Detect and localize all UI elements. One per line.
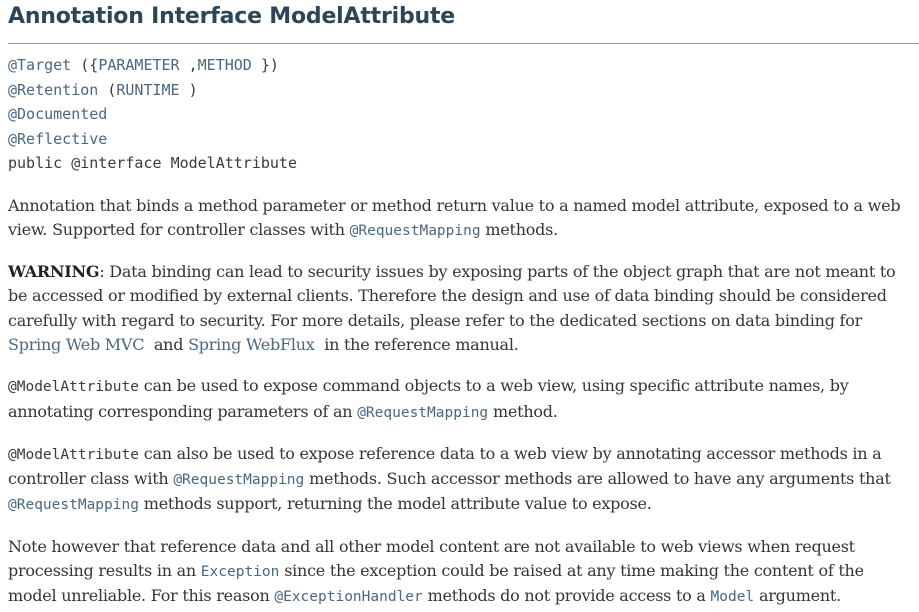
p5-text-b: since the exception could be raised at any time making the content of the model unreliable. For this reason	[8, 561, 864, 606]
declaration-modifiers: public @interface	[8, 154, 171, 172]
target-args-close: })	[251, 56, 279, 74]
p3-text-b: method.	[488, 401, 558, 421]
p1-text-a: Annotation that binds a method parameter or method return value to a named model attribute, exposed to a web view. Supported for controller classes with	[8, 195, 901, 239]
p3-text-a: can be used to expose command objects to a web view, using specific attribute names, by annotating corresponding parameters of an	[8, 376, 849, 421]
target-separator: ,	[179, 56, 198, 74]
p4-modelattribute-code: @ModelAttribute	[8, 446, 139, 463]
warning-paragraph	[8, 260, 911, 357]
p3-requestmapping-link[interactable]: @RequestMapping	[357, 404, 489, 421]
spring-web-mvc-link[interactable]: Spring Web MVC	[8, 334, 145, 354]
retention-open: (	[98, 80, 117, 99]
description-paragraph-3	[8, 374, 911, 425]
p5-exception-link[interactable]: Exception	[200, 564, 280, 581]
target-args-open: ({	[71, 56, 99, 74]
p5-text-d: argument.	[754, 586, 841, 606]
p2-text-b: and	[144, 334, 189, 354]
p4-requestmapping-link-2[interactable]: @RequestMapping	[8, 497, 139, 514]
spring-webflux-link[interactable]: Spring WebFlux	[188, 334, 315, 354]
retention-annotation-link[interactable]: @Retention	[8, 80, 99, 99]
p5-exceptionhandler-link[interactable]: @ExceptionHandler	[274, 589, 423, 606]
target-annotation-link[interactable]: @Target	[8, 56, 72, 74]
target-parameter-link[interactable]: PARAMETER	[98, 56, 180, 74]
p5-text-c: methods do not provide access to a	[422, 586, 711, 606]
p4-text-a: can also be used to expose reference data to a web view by annotating accessor methods in a controller class with	[8, 443, 882, 489]
type-signature	[8, 53, 911, 176]
warning-label: WARNING	[8, 262, 100, 282]
title-divider	[8, 43, 919, 44]
retention-runtime-link[interactable]: RUNTIME	[116, 80, 180, 99]
retention-annotation-line	[8, 78, 911, 103]
target-method-link[interactable]: METHOD	[197, 56, 252, 74]
p2-text-c: in the reference manual.	[314, 334, 519, 354]
documented-annotation-line	[8, 102, 911, 127]
reflective-annotation-line	[8, 127, 911, 152]
p4-requestmapping-link-1[interactable]: @RequestMapping	[173, 472, 305, 489]
p2-text-a: : Data binding can lead to security issues by exposing parts of the object graph that are not meant to be accessed or modified by external clients. Therefore the design and use of data binding should be considered carefully with regard to security. For more details, please refer to the dedicated sections on data binding for	[8, 262, 896, 330]
description-paragraph-4	[8, 442, 911, 518]
p5-text-a: Note however that reference data and all other model content are not available to web views when request processing results in an	[8, 536, 855, 581]
declaration-name: ModelAttribute	[170, 154, 297, 172]
documented-annotation-link[interactable]: @Documented	[8, 105, 108, 123]
page-title: Annotation Interface ModelAttribute	[8, 4, 456, 29]
reflective-annotation-link[interactable]: @Reflective	[8, 129, 108, 148]
p3-modelattribute-code: @ModelAttribute	[8, 379, 139, 396]
description-paragraph-1	[8, 194, 911, 244]
declaration-line	[8, 151, 911, 176]
p1-requestmapping-link[interactable]: @RequestMapping	[349, 222, 481, 239]
p5-model-link[interactable]: Model	[710, 589, 755, 606]
description-paragraph-5	[8, 535, 911, 610]
target-annotation-line	[8, 53, 911, 78]
p1-text-b: methods.	[480, 219, 558, 239]
p4-text-b: methods. Such accessor methods are allowed to have any arguments that	[304, 469, 891, 489]
p4-text-c: methods support, returning the model attribute value to expose.	[138, 494, 652, 514]
retention-close: )	[179, 80, 198, 99]
